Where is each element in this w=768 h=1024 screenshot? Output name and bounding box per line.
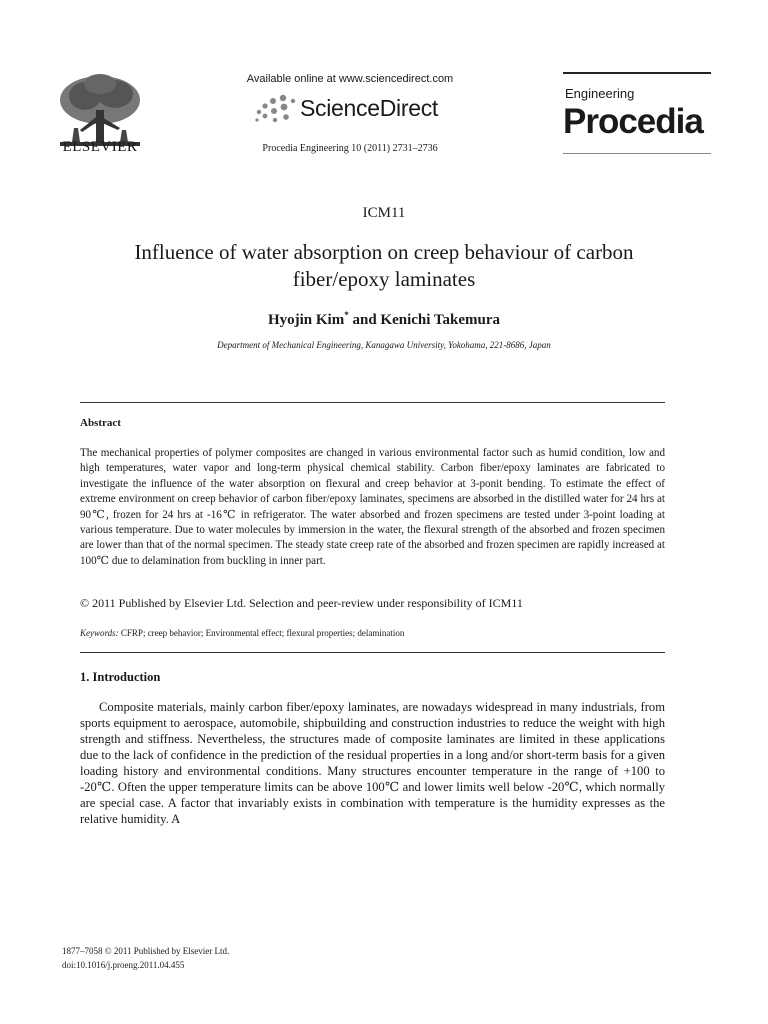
corresponding-mark: * <box>344 310 349 320</box>
article-title <box>80 239 688 293</box>
sciencedirect-wordmark: ScienceDirect <box>300 95 438 121</box>
procedia-wordmark: Procedia <box>563 102 703 141</box>
procedia-top-rule <box>563 72 711 74</box>
authors <box>0 310 768 329</box>
abstract-bottom-rule <box>80 652 665 653</box>
conference-name: ICM11 <box>362 205 406 221</box>
abstract-top-rule <box>80 402 665 403</box>
author-2: and Kenichi Takemura <box>348 312 501 328</box>
introduction-body: Composite materials, mainly carbon fiber/epoxy laminates, are nowadays widespread in many industrials, from sports equipment to aerospace, automobile, shipbuilding and construction industries to reduce the weight with high strength and stiffness. Nevertheless, the structures made of composite laminates are limited in these applications due to the lack of confidence in the prediction of the residual properties in a long and/or short-term basis for a given loading history and environmental conditions. Many structures encounter temperature in the range of +100 to -20℃. Often the upper temperature limits can be above 100℃ and lower limits well below -20℃, which normally are special case. A factor that invariably exists in combination with temperature is the humidity expresses as the relative humidity. A <box>80 700 665 826</box>
keywords-label: Keywords: <box>80 628 119 638</box>
journal-reference: Procedia Engineering 10 (2011) 2731–2736 <box>262 143 438 154</box>
section-heading-introduction: 1. Introduction <box>80 670 161 684</box>
keywords-line <box>80 628 680 638</box>
copyright-line: © 2011 Published by Elsevier Ltd. Selection and peer-review under responsibility of ICM11 <box>80 596 523 610</box>
author-1: Hyojin Kim <box>267 312 345 328</box>
abstract-body: The mechanical properties of polymer composites are changed in various environmental factor such as humid condition, low and high temperatures, water vapor and long-term physical chemical stability. Carbon fiber/epoxy laminates are fabricated to investigate the influence of the water absorption on flexural and creep behavior at 3-ponit bending. To estimate the effect of extreme environment on creep behavior of carbon fiber/epoxy laminates, specimens are absorbed in the distilled water for 24 hrs at 90℃, frozen for 24 hrs at -16℃ in refrigerator. The water absorbed and frozen specimens are tested under 3-point loading at various temperature. Due to water molecules by immersion in the water, the flexural strength of the absorbed and frozen specimen are lower than that of the normal specimen. The steady state creep rate of the absorbed and frozen specimen are rapidly increased at 100℃ due to delamination from buckling in inner part. <box>80 447 665 567</box>
affiliation: Department of Mechanical Engineering, Kanagawa University, Yokohama, 221-8686, Japan <box>217 340 551 350</box>
title-line-2: fiber/epoxy laminates <box>292 267 476 291</box>
procedia-subtitle: Engineering <box>565 86 635 101</box>
doi-line: doi:10.1016/j.proeng.2011.04.455 <box>62 960 185 970</box>
available-online-text: Available online at www.sciencedirect.com <box>246 73 454 85</box>
footer <box>62 944 229 972</box>
issn-line: 1877–7058 © 2011 Published by Elsevier Ltd. <box>62 946 230 956</box>
keywords-list: CFRP; creep behavior; Environmental effect; flexural properties; delamination <box>118 628 405 638</box>
title-line-1: Influence of water absorption on creep behaviour of carbon <box>134 240 634 264</box>
abstract-heading: Abstract <box>80 417 121 429</box>
procedia-bottom-rule <box>563 153 711 154</box>
publisher-name: ELSEVIER <box>62 139 138 155</box>
